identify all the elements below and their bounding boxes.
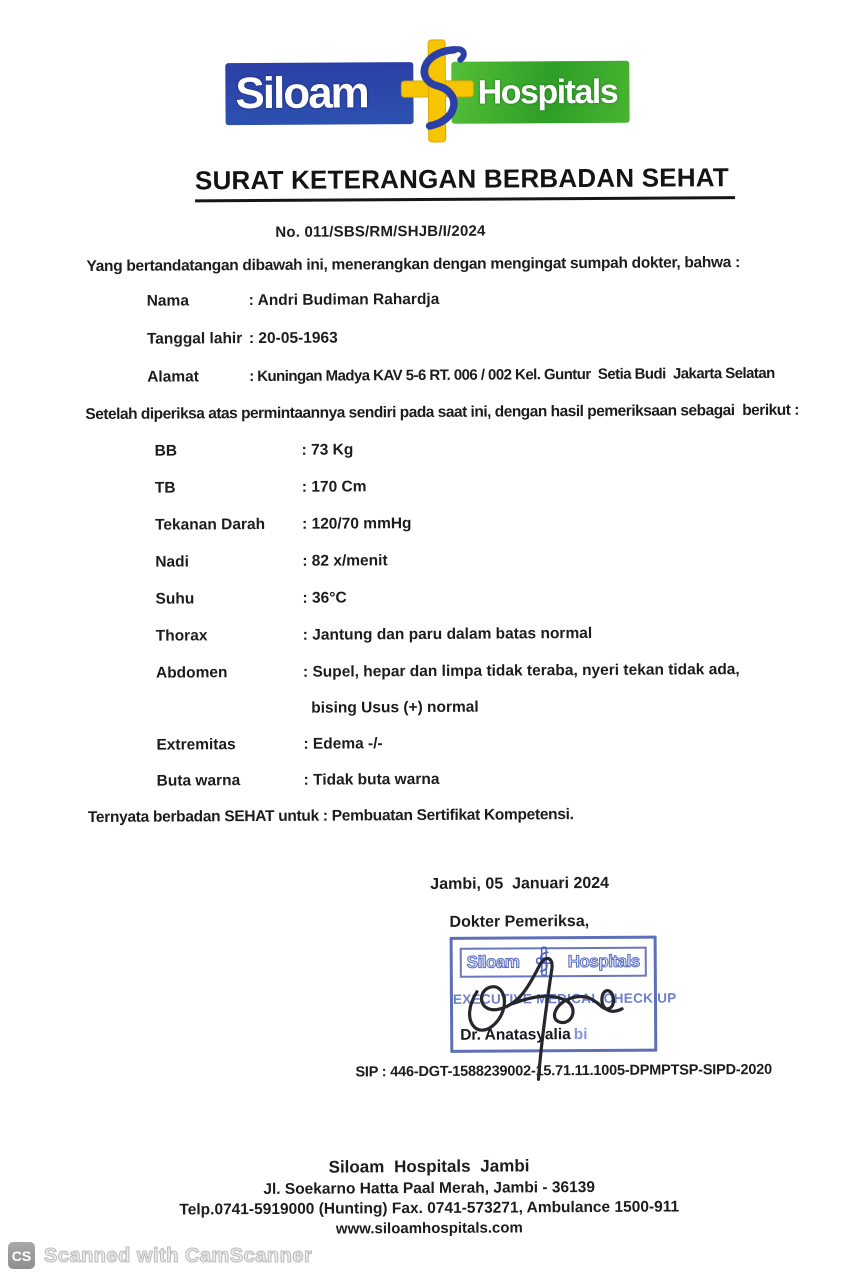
field-label: Tanggal lahir (146, 330, 243, 348)
field-value: : 170 Cm (301, 478, 367, 496)
field-value: : 82 x/menit (302, 552, 388, 570)
document-number: No. 011/SBS/RM/SHJB/I/2024 (275, 222, 486, 241)
exam-row-thorax (1, 623, 846, 650)
field-value: : 120/70 mmHg (302, 515, 412, 533)
page-title: SURAT KETERANGAN BERBADAN SEHAT (195, 162, 735, 202)
field-label: Nama (146, 292, 189, 310)
field-value: : Jantung dan paru dalam batas normal (302, 624, 593, 644)
field-value: : Andri Budiman Rahardja (248, 290, 440, 310)
logo-blue-panel (225, 62, 413, 125)
footer-hospital-name: Siloam Hospitals Jambi (328, 1156, 530, 1177)
stamp-logo-word-hospitals: Hospitals (567, 951, 640, 972)
exam-row-buta-warna (2, 768, 846, 795)
exam-intro-paragraph: Setelah diperiksa atas permintaannya sendiri pada saat ini, dengan hasil pemeriksaan sebagai berikut : (85, 401, 799, 424)
field-label: Buta warna (156, 772, 241, 790)
sip-number: SIP : 446-DGT-1588239002-15.71.11.1005-DPMPTSP-SIPD-2020 (355, 1061, 772, 1081)
handwritten-signature (447, 945, 648, 1086)
caduceus-cross-icon (391, 38, 484, 145)
field-value: : Kuningan Madya KAV 5-6 RT. 006 / 002 Kel. Guntur Setia Budi Jakarta Selatan (249, 364, 775, 386)
identity-row-alamat (0, 364, 845, 391)
logo-word-hospitals: Hospitals (477, 72, 618, 112)
field-label: Abdomen (155, 664, 228, 682)
field-label: BB (154, 442, 178, 460)
field-label: Extremitas (156, 736, 236, 754)
stamp-logo-word-siloam: Siloam (466, 952, 520, 972)
field-label: Tekanan Darah (155, 515, 266, 534)
exam-row-abdomen-continued (1, 696, 846, 723)
stamp-service-line: EXECUTIVE MEDICAL CHECK UP (452, 990, 677, 1007)
field-value: : Tidak buta warna (303, 770, 440, 789)
doctor-stamp (450, 936, 677, 1053)
exam-row-abdomen (1, 660, 846, 687)
exam-row-nadi (0, 549, 846, 576)
footer-address: Jl. Soekarno Hatta Paal Merah, Jambi - 36139 (263, 1178, 596, 1198)
doctor-name: Dr. Anatasyalia (460, 1026, 571, 1044)
signer-role: Dokter Pemeriksa, (449, 912, 590, 931)
exam-row-suhu (0, 586, 846, 613)
hospital-logo (225, 37, 630, 145)
field-value: : Edema -/- (303, 735, 383, 753)
identity-row-tanggal-lahir (0, 326, 845, 353)
footer-website: www.siloamhospitals.com (335, 1219, 523, 1238)
exam-row-tekanan-darah (0, 512, 846, 539)
field-value: : 73 Kg (301, 441, 354, 459)
field-label: TB (154, 479, 176, 497)
place-date: Jambi, 05 Januari 2024 (430, 874, 610, 893)
stamp-residue-text: bi (573, 1026, 588, 1044)
camscanner-watermark: Scanned with CamScanner (44, 1245, 313, 1267)
identity-row-nama (0, 288, 845, 315)
exam-row-bb (0, 438, 846, 465)
field-value: bising Usus (+) normal (311, 698, 479, 717)
field-label: Alamat (147, 368, 199, 386)
camscanner-icon: CS (8, 1242, 35, 1269)
field-value: : 36°C (302, 589, 347, 607)
footer-phone-line: Telp.0741-5919000 (Hunting) Fax. 0741-573271, Ambulance 1500-911 (179, 1198, 680, 1219)
intro-paragraph: Yang bertandatangan dibawah ini, menerangkan dengan mengingat sumpah dokter, bahwa : (86, 254, 741, 276)
conclusion-paragraph: Ternyata berbadan SEHAT untuk : Pembuatan Sertifikat Kompetensi. (87, 806, 574, 827)
field-value: : Supel, hepar dan limpa tidak teraba, nyeri tekan tidak ada, (302, 661, 740, 681)
exam-row-tb (0, 475, 846, 502)
exam-row-extremitas (1, 732, 846, 759)
field-label: Suhu (155, 590, 195, 608)
field-label: Thorax (155, 627, 208, 645)
field-value: : 20-05-1963 (248, 329, 338, 348)
field-label: Nadi (155, 553, 189, 571)
logo-word-siloam: Siloam (235, 68, 368, 119)
